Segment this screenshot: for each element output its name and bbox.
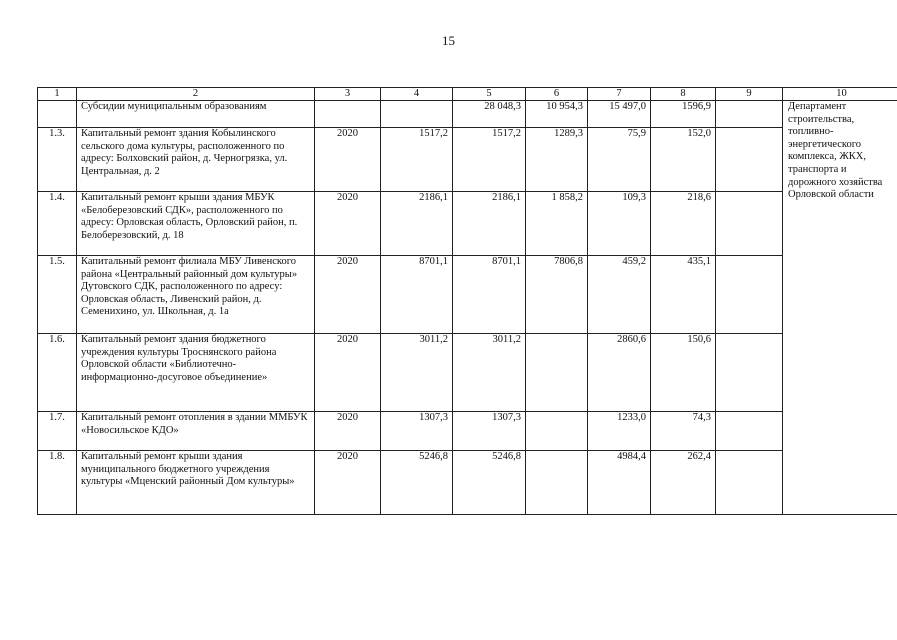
row-value-col8: 218,6 [651,192,716,256]
row-value-col7: 15 497,0 [588,101,651,128]
table-row [38,412,897,451]
row-description: Капитальный ремонт здания бюджетного учреждения культуры Троснянского района Орловской области «Библиотечно-информационно-досуговое объединение» [77,334,315,412]
row-number: 1.7. [38,412,77,451]
column-header: 9 [716,88,783,101]
row-number: 1.3. [38,128,77,192]
row-value-col7: 459,2 [588,256,651,334]
row-number: 1.4. [38,192,77,256]
row-year: 2020 [315,192,381,256]
row-value-col6 [526,334,588,412]
responsible-executor: Департамент строительства, топливно-энергетического комплекса, ЖКХ, транспорта и дорожного хозяйства Орловской области [783,101,897,515]
row-value-col4: 5246,8 [381,451,453,515]
row-value-col5: 5246,8 [453,451,526,515]
row-value-col4: 1517,2 [381,128,453,192]
row-value-col8: 150,6 [651,334,716,412]
row-value-col5: 8701,1 [453,256,526,334]
row-value-col8: 1596,9 [651,101,716,128]
row-value-col6: 10 954,3 [526,101,588,128]
column-header: 4 [381,88,453,101]
column-header: 1 [38,88,77,101]
row-value-col7: 109,3 [588,192,651,256]
row-value-col9 [716,256,783,334]
row-description: Капитальный ремонт здания Кобылинского сельского дома культуры, расположенного по адресу: Болховский район, д. Черногрязка, ул. Центральная, д. 2 [77,128,315,192]
row-value-col9 [716,101,783,128]
column-header: 10 [783,88,897,101]
row-value-col7: 1233,0 [588,412,651,451]
row-value-col4 [381,101,453,128]
row-description: Капитальный ремонт крыши здания муниципального бюджетного учреждения культуры «Мценский районный Дом культуры» [77,451,315,515]
row-value-col5: 28 048,3 [453,101,526,128]
page-number: 15 [442,33,455,48]
column-header: 2 [77,88,315,101]
row-value-col5: 1517,2 [453,128,526,192]
row-number [38,101,77,128]
row-value-col4: 3011,2 [381,334,453,412]
row-value-col4: 1307,3 [381,412,453,451]
row-value-col6 [526,451,588,515]
row-year: 2020 [315,128,381,192]
row-value-col4: 2186,1 [381,192,453,256]
row-value-col8: 435,1 [651,256,716,334]
row-value-col6: 1289,3 [526,128,588,192]
row-year: 2020 [315,256,381,334]
header-row [38,88,897,101]
row-value-col4: 8701,1 [381,256,453,334]
row-year: 2020 [315,334,381,412]
table-row [38,101,897,128]
row-value-col5: 2186,1 [453,192,526,256]
row-value-col6: 1 858,2 [526,192,588,256]
column-header: 8 [651,88,716,101]
row-value-col5: 1307,3 [453,412,526,451]
row-value-col5: 3011,2 [453,334,526,412]
column-header: 5 [453,88,526,101]
row-description: Капитальный ремонт филиала МБУ Ливенского района «Центральный районный дом культуры» Дутовского СДК, расположенного по адресу: Орловская область, Ливенский район, д. Семенихино, ул. Школьная, д. 1а [77,256,315,334]
row-number: 1.8. [38,451,77,515]
row-value-col9 [716,192,783,256]
row-description: Капитальный ремонт крыши здания МБУК «Белоберезовский СДК», расположенного по адресу: Орловская область, Орловский район, п. Белоберезовский, д. 18 [77,192,315,256]
row-year [315,101,381,128]
row-value-col7: 4984,4 [588,451,651,515]
row-value-col7: 75,9 [588,128,651,192]
row-value-col6: 7806,8 [526,256,588,334]
row-value-col8: 74,3 [651,412,716,451]
column-header: 3 [315,88,381,101]
table-row [38,451,897,515]
table-row [38,192,897,256]
column-header: 6 [526,88,588,101]
row-year: 2020 [315,451,381,515]
table-row [38,256,897,334]
row-value-col9 [716,412,783,451]
row-value-col8: 152,0 [651,128,716,192]
row-value-col9 [716,334,783,412]
row-number: 1.6. [38,334,77,412]
row-value-col9 [716,128,783,192]
row-value-col7: 2860,6 [588,334,651,412]
row-description: Капитальный ремонт отопления в здании ММБУК «Новосильское КДО» [77,412,315,451]
row-number: 1.5. [38,256,77,334]
row-year: 2020 [315,412,381,451]
table-row [38,334,897,412]
column-header: 7 [588,88,651,101]
row-value-col8: 262,4 [651,451,716,515]
table-row [38,128,897,192]
row-value-col9 [716,451,783,515]
row-value-col6 [526,412,588,451]
row-description: Субсидии муниципальным образованиям [77,101,315,128]
program-table [37,87,897,515]
